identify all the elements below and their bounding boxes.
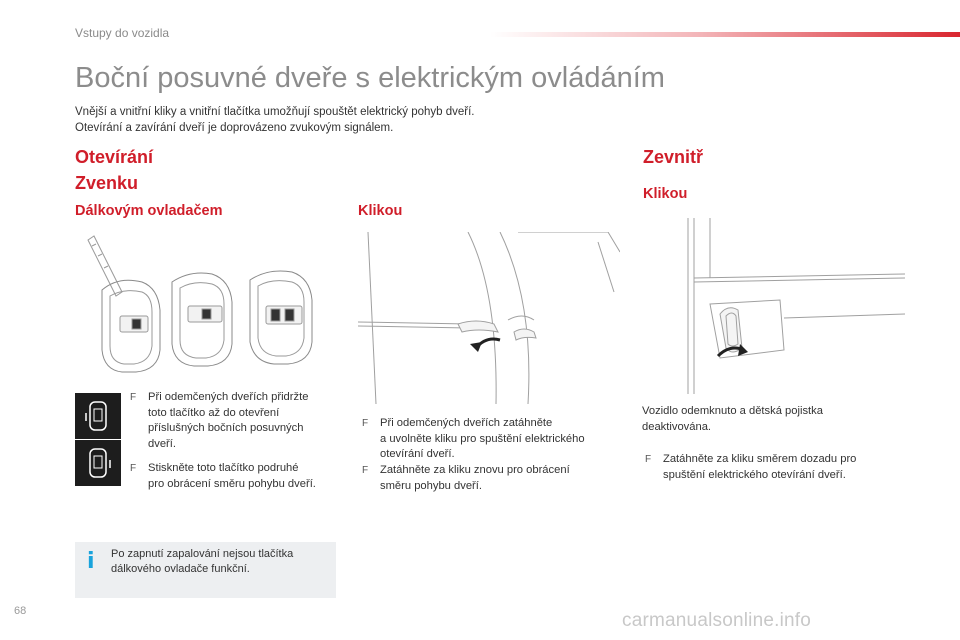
- sliding-door-button-icon: [75, 393, 121, 439]
- bullet-mark: F: [645, 454, 652, 465]
- text-line: Při odemčených dveřích zatáhněte: [380, 417, 553, 429]
- text-line: spuštění elektrického otevírání dveří.: [663, 468, 846, 481]
- bullet-mark: F: [130, 392, 137, 403]
- heading-handle-outside: Klikou: [358, 203, 403, 219]
- remote-bullet-1: [130, 390, 340, 452]
- watermark: carmanualsonline.info: [622, 610, 812, 631]
- header-accent-bar: [490, 32, 960, 37]
- text-line: dálkového ovladače funkční.: [111, 563, 250, 575]
- text-line: dveří.: [148, 437, 176, 450]
- bullet-mark: F: [362, 418, 369, 429]
- page-number: 68: [14, 605, 27, 617]
- inside-bullet-1: [645, 452, 905, 483]
- bullet-mark: F: [362, 465, 369, 476]
- inside-handle-illustration: [680, 218, 905, 394]
- bullet-mark: F: [130, 463, 137, 474]
- text-line: Stiskněte toto tlačítko podruhé: [148, 462, 299, 474]
- remote-keys-illustration: [80, 232, 340, 377]
- handle-bullet-2: [362, 463, 622, 494]
- text-line: a uvolněte kliku pro spuštění elektrického: [380, 432, 585, 445]
- remote-bullet-2: [130, 461, 345, 492]
- intro-text: [75, 104, 474, 136]
- page-title: Boční posuvné dveře s elektrickým ovládáním: [75, 62, 665, 94]
- info-icon: i: [87, 549, 95, 574]
- heading-inside: Zevnitř: [643, 147, 704, 167]
- text-line: deaktivována.: [642, 420, 712, 433]
- text-line: Zatáhněte za kliku směrem dozadu pro: [663, 453, 857, 465]
- heading-outside: Zvenku: [75, 173, 139, 193]
- intro-line: Vnější a vnitřní kliky a vnitřní tlačítka umožňují spouštět elektrický pohyb dveří.: [75, 106, 475, 118]
- text-line: pro obrácení směru pohybu dveří.: [148, 477, 316, 490]
- handle-bullet-1: [362, 416, 622, 463]
- sliding-door-button-icon: [75, 440, 121, 486]
- outside-handle-illustration: [358, 232, 620, 404]
- text-line: otevírání dveří.: [380, 448, 455, 460]
- text-line: Při odemčených dveřích přidržte: [148, 391, 309, 403]
- section-label: Vstupy do vozidla: [75, 26, 170, 40]
- text-line: Po zapnutí zapalování nejsou tlačítka: [111, 548, 294, 560]
- text-line: Vozidlo odemknuto a dětská pojistka: [642, 405, 823, 417]
- text-line: toto tlačítko až do otevření: [148, 406, 280, 419]
- intro-line: Otevírání a zavírání dveří je doprovázeno zvukovým signálem.: [75, 122, 394, 134]
- text-line: Zatáhněte za kliku znovu pro obrácení: [380, 464, 570, 476]
- heading-remote: Dálkovým ovladačem: [75, 203, 223, 219]
- heading-handle-inside: Klikou: [643, 186, 688, 202]
- inside-note: [642, 404, 882, 435]
- text-line: příslušných bočních posuvných: [148, 422, 304, 434]
- heading-opening: Otevírání: [75, 147, 154, 167]
- text-line: směru pohybu dveří.: [380, 479, 482, 492]
- info-box: [75, 542, 336, 598]
